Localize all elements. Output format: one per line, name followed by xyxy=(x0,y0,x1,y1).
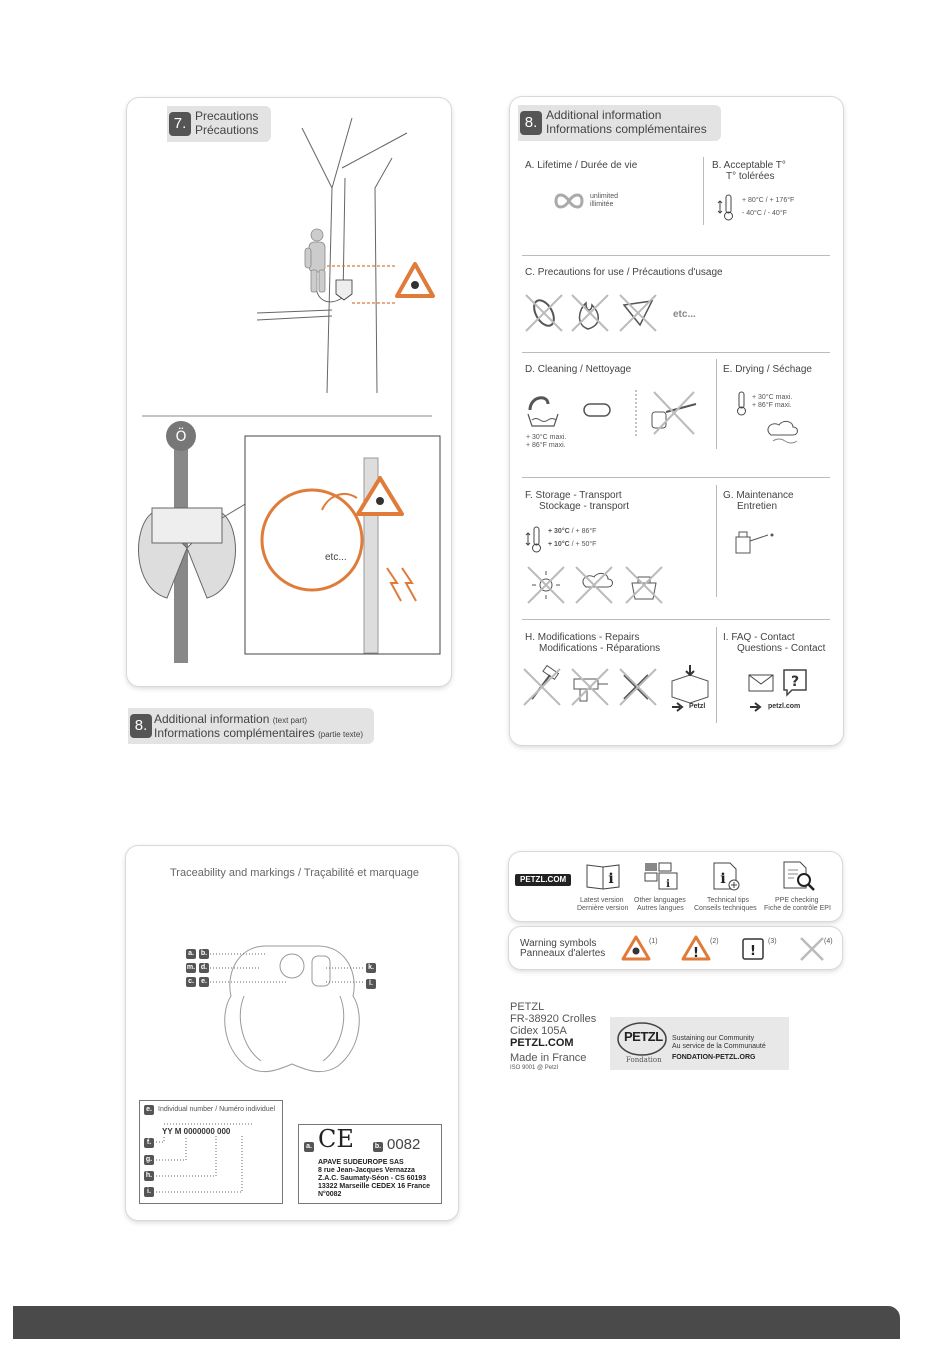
precautions-etc: etc... xyxy=(673,309,696,320)
warning-2: (2) xyxy=(710,938,719,945)
svg-text:!: ! xyxy=(693,946,699,961)
textpart-note-fr: (partie texte) xyxy=(318,730,363,739)
oil-can-icon xyxy=(734,529,778,555)
additional-title-fr: Informations complémentaires xyxy=(546,122,707,136)
section-number: 7. xyxy=(169,112,191,136)
maintenance-label-1: G. Maintenance xyxy=(723,490,794,501)
divider xyxy=(522,352,830,353)
temp-label-1: B. Acceptable T° xyxy=(712,160,786,171)
svg-text:i: i xyxy=(608,871,614,887)
warning-symbols-en: Warning symbols xyxy=(520,938,597,949)
divider xyxy=(716,485,717,597)
temp-label-2: T° tolérées xyxy=(726,171,775,182)
lifetime-label: A. Lifetime / Durée de vie xyxy=(525,160,638,171)
modifications-label-2: Modifications - Réparations xyxy=(539,643,661,654)
divider xyxy=(522,255,830,256)
fire-crossed-icon xyxy=(572,295,608,331)
marking-h: h. xyxy=(145,1172,153,1179)
storage-icons xyxy=(528,567,668,607)
ppe-checking-fr: Fiche de contrôle EPI xyxy=(764,905,831,912)
arrow-icon xyxy=(672,703,684,711)
fondation-sub: Fondation xyxy=(626,1056,662,1064)
address-line-3: Cidex 105A xyxy=(510,1025,567,1037)
cleaning-temp-c: + 30°C maxi. xyxy=(526,434,567,441)
faq-label-2: Questions - Contact xyxy=(737,643,826,654)
divider xyxy=(716,359,717,449)
modification-icons xyxy=(524,665,724,707)
fondation-line-2: Au service de la Communauté xyxy=(672,1043,766,1050)
device-markings-drawing xyxy=(126,936,458,1086)
warning-3: (3) xyxy=(768,938,777,945)
svg-text:?: ? xyxy=(790,674,800,690)
storage-hot-c: + 30°C xyxy=(548,528,570,535)
latest-version-icon[interactable] xyxy=(585,861,621,891)
other-languages-en: Other languages xyxy=(634,897,686,904)
marking-a: a. xyxy=(304,1142,314,1152)
information-warning-icon xyxy=(741,937,765,961)
storage-cold-f: / + 50°F xyxy=(571,541,597,548)
ppe-checking-en: PPE checking xyxy=(775,897,819,904)
apave-line-2: 8 rue Jean-Jacques Vernazza xyxy=(318,1167,415,1174)
cleaning-icons xyxy=(526,390,716,440)
marking-b: b. xyxy=(200,950,208,957)
divider xyxy=(522,619,830,620)
ppe-checking-icon[interactable] xyxy=(782,860,816,892)
danger-warning-icon xyxy=(621,934,651,962)
svg-text:!: ! xyxy=(750,944,756,959)
marking-i: i. xyxy=(144,1187,154,1197)
hammer-crossed-icon xyxy=(524,666,560,705)
svg-text:i: i xyxy=(666,879,670,890)
marking-e: e. xyxy=(144,1105,154,1115)
precautions-use-label: C. Precautions for use / Précautions d'usage xyxy=(525,267,723,278)
sun-crossed-icon xyxy=(528,567,564,603)
storage-hot-f: / + 86°F xyxy=(571,528,597,535)
chemical-crossed-icon xyxy=(620,295,656,331)
latest-version-fr: Dernière version xyxy=(577,905,629,912)
cleaning-label: D. Cleaning / Nettoyage xyxy=(525,364,632,375)
storage-label-1: F. Storage - Transport xyxy=(525,490,622,501)
rain-crossed-icon xyxy=(576,567,613,603)
divider xyxy=(522,477,830,478)
maintenance-label-2: Entretien xyxy=(737,501,778,512)
address-line-2: FR-38920 Crolles xyxy=(510,1013,597,1025)
fondation-line-3[interactable]: FONDATION-PETZL.ORG xyxy=(672,1054,756,1061)
marking-d: d. xyxy=(200,964,208,971)
cleaning-temp-f: + 86°F maxi. xyxy=(526,442,566,449)
traceability-title: Traceability and markings / Traçabilité et marquage xyxy=(170,867,420,879)
textpart-note-en: (text part) xyxy=(272,716,307,725)
temp-hot: + 80°C / + 176°F xyxy=(742,197,795,204)
address-line-1: PETZL xyxy=(510,1001,545,1013)
textpart-title-fr-text: Informations complémentaires xyxy=(154,726,315,740)
textpart-title-en-text: Additional information xyxy=(154,712,270,726)
divider xyxy=(716,627,717,723)
drill-crossed-icon xyxy=(572,669,608,705)
petzl-com-logo[interactable]: PETZL.COM xyxy=(515,874,571,886)
fondation-line-1: Sustaining our Community xyxy=(672,1035,755,1042)
illimitee-text: illimitée xyxy=(590,201,614,208)
tap-water-icon xyxy=(528,398,558,426)
forbidden-cross-icon xyxy=(799,936,825,962)
ce-mark: CE xyxy=(318,1125,354,1153)
caution-warning-icon xyxy=(681,934,711,962)
modifications-label-1: H. Modifications - Repairs xyxy=(525,632,640,643)
warning-symbols-card xyxy=(509,927,842,969)
apave-line-5: N°0082 xyxy=(318,1191,342,1198)
bag-crossed-icon xyxy=(626,567,662,603)
marking-f: f. xyxy=(144,1138,154,1148)
marking-g: g. xyxy=(145,1156,153,1163)
storage-cold xyxy=(548,541,596,549)
additional-title-en: Additional information xyxy=(546,108,662,122)
storage-cold-c: + 10°C xyxy=(548,541,570,548)
unlimited-text: unlimited xyxy=(590,193,619,200)
footer-bar xyxy=(13,1306,900,1339)
petzl-resources-card xyxy=(509,852,842,921)
warning-symbols-fr: Panneaux d'alertes xyxy=(520,948,606,959)
precautions-card xyxy=(127,98,451,686)
other-languages-icon[interactable] xyxy=(643,861,679,891)
address-line-4[interactable]: PETZL.COM xyxy=(510,1037,574,1049)
drying-temp-c: + 30°C maxi. xyxy=(752,394,793,401)
drying-temp-f: + 86°F maxi. xyxy=(752,402,792,409)
technical-tips-en: Technical tips xyxy=(707,897,750,904)
brush-icon xyxy=(584,404,610,416)
additional-info-card xyxy=(510,97,843,745)
petzl-link[interactable]: Petzl xyxy=(689,703,706,710)
marking-l: l. xyxy=(366,979,376,989)
textpart-title-fr xyxy=(154,726,363,742)
storage-thermometer-icon xyxy=(526,527,546,553)
petzl-com-link[interactable]: petzl.com xyxy=(768,703,801,710)
drying-thermometer-icon xyxy=(736,392,748,416)
technical-tips-fr: Conseils techniques xyxy=(694,905,757,912)
tools-crossed-icon xyxy=(620,669,656,705)
precautions-etc: etc... xyxy=(325,552,347,563)
precaution-icons xyxy=(526,295,676,335)
serial-format: YY M 0000000 000 xyxy=(162,1127,231,1136)
storage-hot xyxy=(548,528,596,536)
precautions-title-en: Precautions xyxy=(195,109,259,123)
warning-4: (4) xyxy=(824,938,833,945)
fondation-petzl-logo: PETZL xyxy=(624,1029,663,1044)
svg-text:i: i xyxy=(720,871,726,887)
question-icon[interactable] xyxy=(783,669,807,697)
precautions-title-fr: Précautions xyxy=(195,123,259,137)
mail-icon[interactable] xyxy=(748,674,774,692)
arrow-icon xyxy=(750,703,762,711)
tree-illustration xyxy=(127,98,451,408)
serial-leaders xyxy=(144,1118,284,1188)
individual-number-label: Individual number / Numéro individuel xyxy=(158,1106,276,1113)
marking-a: a. xyxy=(186,949,196,959)
marking-e: e. xyxy=(199,977,209,987)
section-number: 8. xyxy=(520,111,542,135)
temp-cold: - 40°C / - 40°F xyxy=(742,210,787,217)
marking-k: k. xyxy=(366,963,376,973)
thermometer-icon xyxy=(718,195,738,221)
drying-label: E. Drying / Séchage xyxy=(723,364,812,375)
storage-label-2: Stockage - transport xyxy=(539,501,630,512)
air-dry-icon xyxy=(765,419,805,445)
box-icon xyxy=(672,665,708,703)
carabiner-crossed-icon xyxy=(526,295,562,331)
latest-version-en: Latest version xyxy=(580,897,624,904)
other-languages-fr: Autres langues xyxy=(637,905,684,912)
divider xyxy=(703,157,704,225)
infinity-icon xyxy=(554,193,584,209)
textpart-number: 8. xyxy=(130,714,152,738)
apave-line-4: 13322 Marseille CEDEX 16 France xyxy=(318,1183,431,1190)
warning-1: (1) xyxy=(649,938,658,945)
svg-text:Ö: Ö xyxy=(175,429,187,445)
technical-tips-icon[interactable] xyxy=(712,861,742,891)
device-illustration xyxy=(127,418,451,678)
address-line-6: ISO 9001 @ Petzl xyxy=(510,1065,559,1071)
apave-line-3: Z.A.C. Saumaty-Séon - CS 60193 xyxy=(318,1175,427,1182)
marking-c: c. xyxy=(186,977,196,987)
faq-label-1: I. FAQ - Contact xyxy=(723,632,795,643)
marking-b: b. xyxy=(374,1143,382,1150)
apave-line-1: APAVE SUDEUROPE SAS xyxy=(318,1159,404,1166)
marking-m: m. xyxy=(186,964,196,971)
address-line-5: Made in France xyxy=(510,1052,587,1064)
notified-body-number: 0082 xyxy=(387,1136,421,1153)
pressure-washer-crossed-icon xyxy=(652,392,696,434)
danger-sign-icon xyxy=(397,264,433,296)
traceability-card xyxy=(126,846,458,1220)
